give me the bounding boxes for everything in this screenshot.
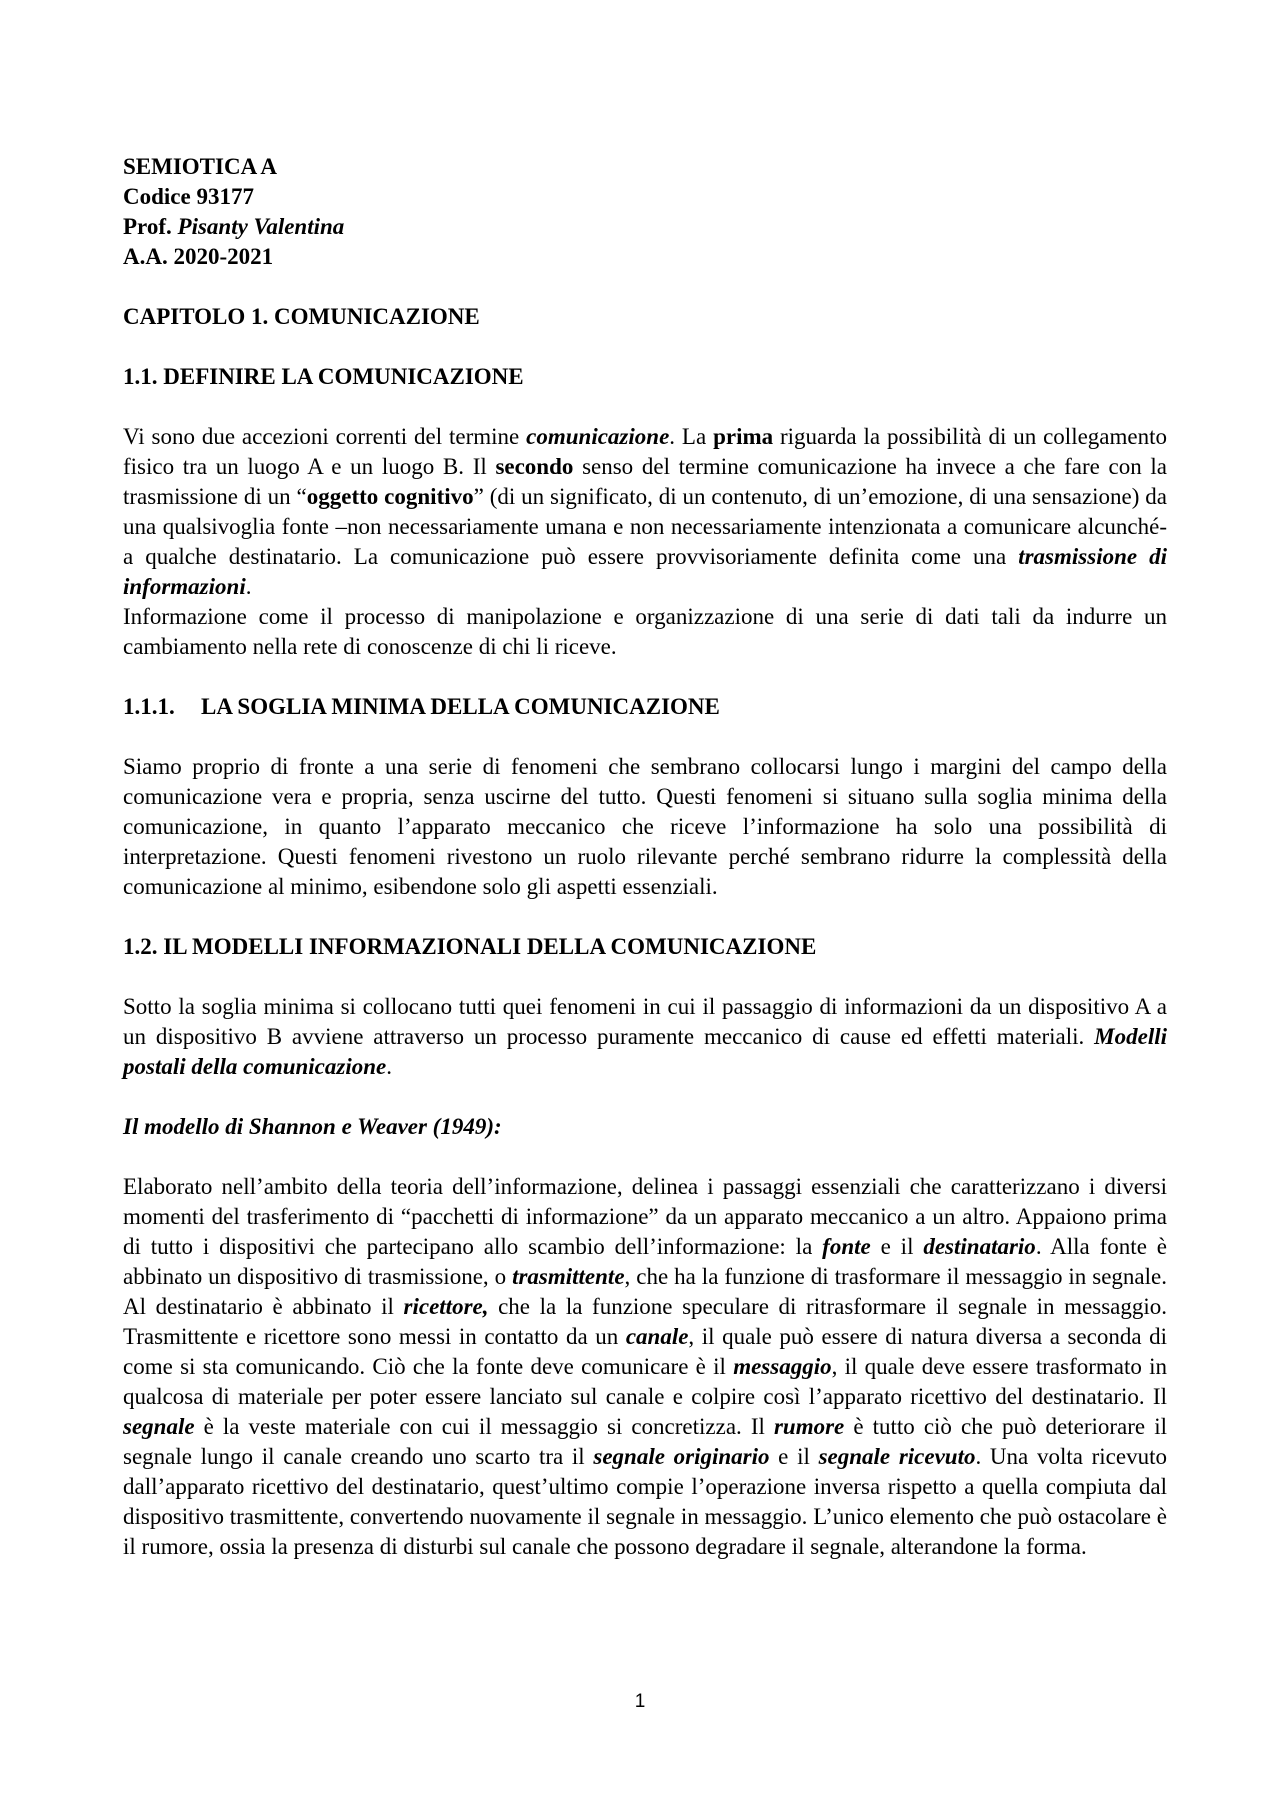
document-header <box>123 152 1167 272</box>
section-1-1-paragraph-1: Vi sono due accezioni correnti del termine comunicazione. La prima riguarda la possibilità di un collegamento fisico tra un luogo A e un luogo B. Il secondo senso del termine comunicazione ha invece a che fare con la trasmissione di un “oggetto cognitivo” (di un significato, di un contenuto, di un’emozione, di una sensazione) da una qualsivoglia fonte –non necessariamente umana e non necessariamente intenzionata a comunicare alcunché- a qualche destinatario. La comunicazione può essere provvisoriamente definita come una trasmissione di informazioni. <box>123 424 1168 599</box>
section-title-1-2: 1.2. IL MODELLI INFORMAZIONALI DELLA COMUNICAZIONE <box>123 934 817 959</box>
section-1-2-paragraph-1: Sotto la soglia minima si collocano tutti quei fenomeni in cui il passaggio di informazioni da un dispositivo A a un dispositivo B avviene attraverso un processo puramente meccanico di cause ed effetti materiali. Modelli postali della comunicazione. <box>123 994 1167 1079</box>
professor-prefix: Prof. <box>123 214 178 239</box>
chapter-title: CAPITOLO 1. COMUNICAZIONE <box>123 304 480 329</box>
section-label: LA SOGLIA MINIMA DELLA COMUNICAZIONE <box>201 694 720 719</box>
course-code: Codice 93177 <box>123 184 254 209</box>
section-1-2-paragraph-2: Elaborato nell’ambito della teoria dell’informazione, delinea i passaggi essenziali che caratterizzano i diversi momenti del trasferimento di “pacchetti di informazione” da un apparato meccanico a un altro. Appaiono prima di tutto i dispositivi che partecipano allo scambio dell’informazione: la fonte e il destinatario. Alla fonte è abbinato un dispositivo di trasmissione, o trasmittente, che ha la funzione di trasformare il messaggio in segnale. Al destinatario è abbinato il ricettore, che la la funzione speculare di ritrasformare il segnale in messaggio. Trasmittente e ricettore sono messi in contatto da un canale, il quale può essere di natura diversa a seconda di come si sta comunicando. Ciò che la fonte deve comunicare è il messaggio, il quale deve essere trasformato in qualcosa di materiale per poter essere lanciato sul canale e colpire così l’apparato ricettivo del destinatario. Il segnale è la veste materiale con cui il messaggio si concretizza. Il rumore è tutto ciò che può deteriorare il segnale lungo il canale creando uno scarto tra il segnale originario e il segnale ricevuto. Una volta ricevuto dall’apparato ricettivo del destinatario, quest’ultimo compie l’operazione inversa rispetto a quella compiuta dal dispositivo trasmittente, convertendo nuovamente il segnale in messaggio. L’unico elemento che può ostacolare è il rumore, ossia la presenza di disturbi sul canale che possono degradare il segnale, alterandone la forma. <box>123 1174 1167 1559</box>
document-page <box>123 152 1167 1562</box>
section-title-1-1-1 <box>123 692 1167 722</box>
model-subtitle: Il modello di Shannon e Weaver (1949): <box>123 1114 502 1139</box>
section-number: 1.1.1. <box>123 694 175 719</box>
section-title-1-1: 1.1. DEFINIRE LA COMUNICAZIONE <box>123 364 524 389</box>
page-number: 1 <box>634 1691 646 1712</box>
academic-year: A.A. 2020-2021 <box>123 244 274 269</box>
section-1-1-1-paragraph: Siamo proprio di fronte a una serie di fenomeni che sembrano collocarsi lungo i margini del campo della comunicazione vera e propria, senza uscirne del tutto. Questi fenomeni si situano sulla soglia minima della comunicazione, in quanto l’apparato meccanico che riceve l’informazione ha solo una possibilità di interpretazione. Questi fenomeni rivestono un ruolo rilevante perché sembrano ridurre la complessità della comunicazione al minimo, esibendone solo gli aspetti essenziali. <box>123 754 1167 899</box>
professor <box>123 212 1167 242</box>
professor-name: Pisanty Valentina <box>177 214 345 239</box>
section-1-1-paragraph-2: Informazione come il processo di manipolazione e organizzazione di una serie di dati tali da indurre un cambiamento nella rete di conoscenze di chi li riceve. <box>123 604 1167 659</box>
course-title: SEMIOTICA A <box>123 154 278 179</box>
